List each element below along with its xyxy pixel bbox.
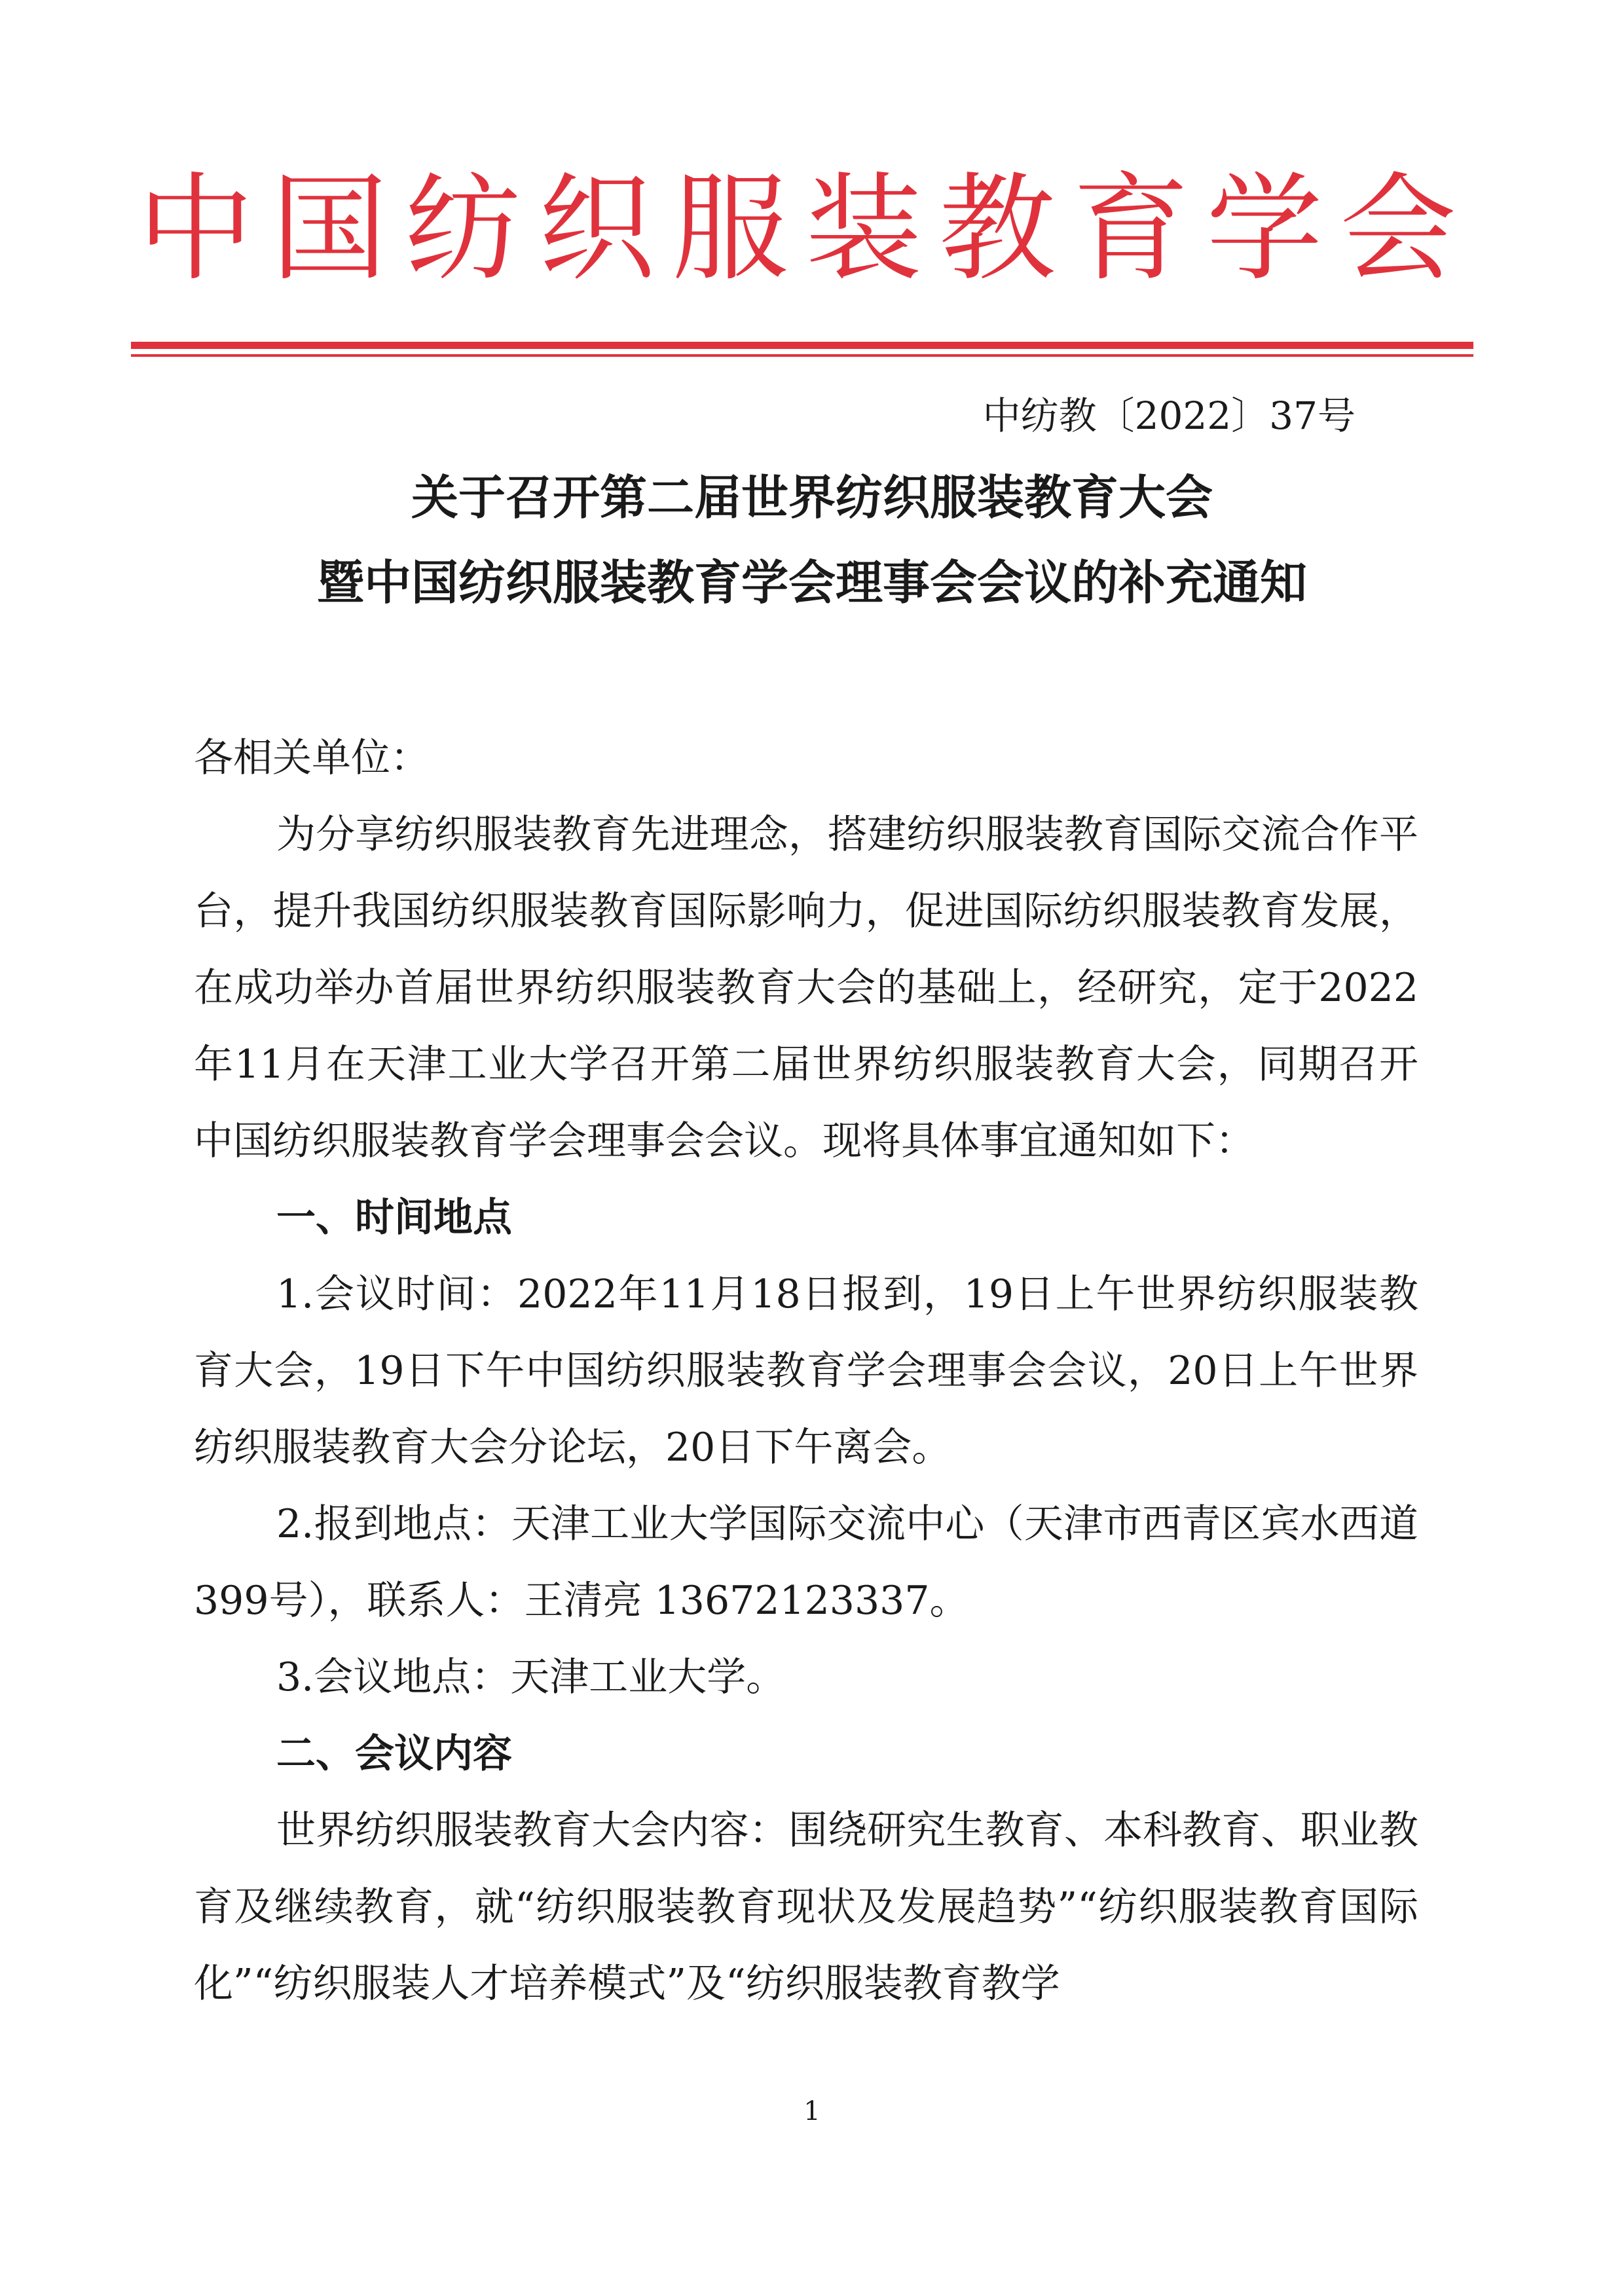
masthead-org-name: 中国纺织服装教育学会 [138, 161, 1473, 297]
salutation: 各相关单位： [194, 735, 430, 781]
item-meeting-location: 3.会议地点：天津工业大学。 [276, 1654, 786, 1700]
page-number: 1 [803, 2096, 821, 2126]
body-text [194, 720, 1418, 2022]
section-heading-time-location: 一、时间地点 [276, 1195, 512, 1241]
content-paragraph: 世界纺织服装教育大会内容：围绕研究生教育、本科教育、职业教育及继续教育，就“纺织服装教育现状及发展趋势”“纺织服装教育国际化”“纺织服装人才培养模式”及“纺织服装教育教学 [194, 1808, 1418, 2007]
intro-paragraph: 为分享纺织服装教育先进理念，搭建纺织服装教育国际交流合作平台，提升我国纺织服装教育国际影响力，促进国际纺织服装教育发展，在成功举办首届世界纺织服装教育大会的基础上，经研究，定于2022年11月在天津工业大学召开第二届世界纺织服装教育大会，同期召开中国纺织服装教育学会理事会会议。现将具体事宜通知如下： [194, 812, 1418, 1164]
item-meeting-time: 1.会议时间：2022年11月18日报到，19日上午世界纺织服装教育大会，19日下午中国纺织服装教育学会理事会会议，20日上午世界纺织服装教育大会分论坛，20日下午离会。 [194, 1271, 1418, 1470]
title-line-1: 关于召开第二届世界纺织服装教育大会 [411, 469, 1213, 525]
section-heading-meeting-content: 二、会议内容 [276, 1731, 512, 1777]
masthead-thin-rule [131, 354, 1473, 357]
item-registration-location: 2.报到地点：天津工业大学国际交流中心（天津市西青区宾水西道399号），联系人：王清亮 13672123337。 [194, 1501, 1418, 1624]
document-number: 中纺教〔2022〕37号 [982, 393, 1356, 438]
masthead-thick-rule [131, 342, 1473, 349]
title-line-2: 暨中国纺织服装教育学会理事会会议的补充通知 [316, 555, 1307, 610]
